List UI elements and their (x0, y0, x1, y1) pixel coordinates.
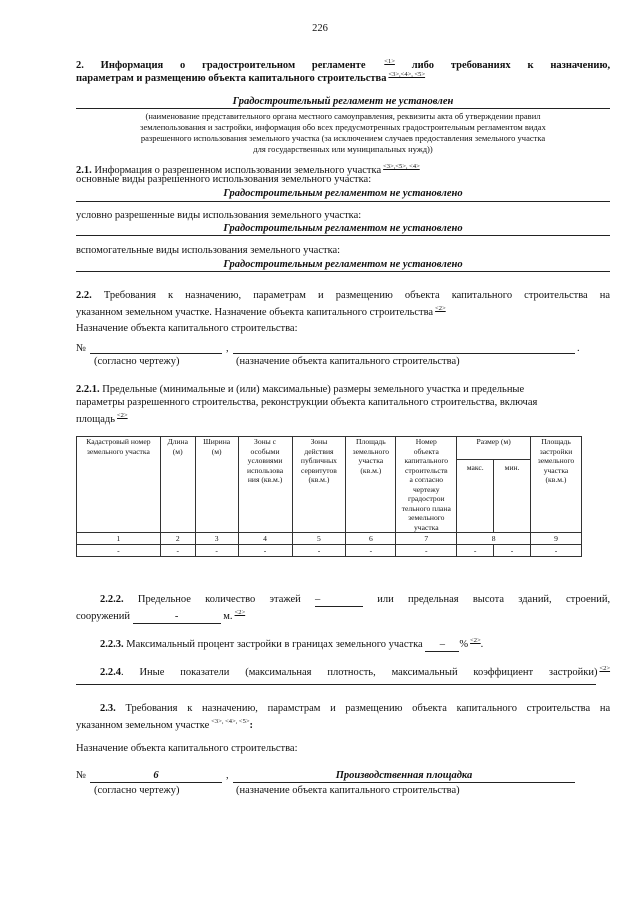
purpose-label-2: Назначение объекта капитального строительства: (76, 743, 298, 754)
divider (76, 271, 610, 272)
header-area: Площадь земельного участка (кв.м.) (346, 437, 396, 533)
section-2-3-line1: 2.3. Требования к назначению, парамстрам и размещению объекта капитального строительства на (100, 703, 611, 714)
object-purpose-line (233, 782, 575, 783)
period: . (577, 343, 580, 354)
header-length: Длина (м) (160, 437, 195, 533)
floors-value: – (315, 593, 363, 607)
object-purpose-line (233, 353, 575, 354)
object-number-value: 6 (153, 770, 159, 781)
purpose-caption-2: (назначение объекта капитального строительства) (236, 785, 460, 796)
conditional-uses-label: условно разрешенные виды использования земельного участка: (76, 210, 362, 221)
drawing-caption: (согласно чертежу) (94, 356, 180, 367)
parameters-table (76, 436, 582, 557)
section-2-2-2-line1: 2.2.2. Предельное количество этажей – или предельная высота зданий, строений, (100, 594, 611, 605)
section-2-2-line1: 2.2. Требования к назначению, параметрам и размещению объекта капитального строительства на (76, 290, 611, 301)
section-2-2-2-line2: сооружений - м. $^{<2>}$ (76, 609, 246, 622)
section-2-1-title: 2.1. Информация о разрешенном использовании земельного участка $^{<3>,<5>, <4>}$ (76, 163, 420, 176)
header-easement-zones: Зоны действия публичных сервитутов (кв.м.) (292, 437, 346, 533)
section-2-title-line2: параметрам и размещению объекта капитального строительства $^{<3>,<4>, <5>}$ (76, 71, 426, 84)
header-size-min: мин. (494, 460, 531, 533)
divider (76, 108, 610, 109)
section-2-3-line2: указанном земельном участке $^{<3>, <4>, <5>}$: (76, 718, 253, 731)
header-size-max: макс. (457, 460, 494, 533)
drawing-caption-2: (согласно чертежу) (94, 785, 180, 796)
purpose-label: Назначение объекта капитального строительства: (76, 323, 298, 334)
other-indicators-line (76, 684, 596, 685)
header-width: Ширина (м) (195, 437, 238, 533)
header-cadastral: Кадастровый номер земельного участка (77, 437, 161, 533)
object-purpose-value: Производственная площадка (335, 770, 473, 781)
section-2-title-line1: 2. Информация о градостроительном регламенте $^{<1>}$ либо требованиях к назначению, (76, 58, 611, 71)
table-header-row (77, 437, 582, 460)
regulation-value: Градостроительный регламент не установлен (232, 96, 454, 107)
page-number: 226 (312, 23, 328, 34)
object-number-line (90, 782, 222, 783)
header-object-number: Номер объекта капитального строительств а согласно чертежу градострои тельного плана земельного участка (396, 437, 457, 533)
header-size: Размер (м) (457, 437, 531, 460)
main-uses-value: Градостроительным регламентом не установлено (223, 188, 463, 199)
purpose-caption: (назначение объекта капитального строительства) (236, 356, 460, 367)
auxiliary-uses-value: Градостроительным регламентом не установлено (223, 259, 463, 270)
section-2-2-1-line3: площадь $^{<2>}$ (76, 412, 128, 425)
number-sign-2: № (76, 770, 87, 781)
section-2-2-line2: указанном земельном участке. Назначение объекта капитального строительства $^{<2>}$ (76, 305, 446, 318)
number-sign: № (76, 343, 87, 354)
section-2-2-1-line1: 2.2.1. Предельные (минимальные и (или) максимальные) размеры земельного участка и предельные (76, 384, 525, 395)
section-2-2-4: 2.2.4. Иные показатели (максимальная плотность, максимальный коэффициент застройки) $^{<2>}$ (100, 665, 611, 678)
table-row: - - - - - - - - - - (77, 545, 582, 557)
main-uses-label: основные виды разрешенного использования земельного участка: (76, 174, 372, 185)
divider (76, 201, 610, 202)
height-value: - (133, 610, 221, 624)
divider (76, 235, 610, 236)
section-2-2-3: 2.2.3. Максимальный процент застройки в границах земельного участка – % $^{<2>}$. (100, 637, 484, 650)
header-special-zones: Зоны с особыми условиями использова ния (кв.м.) (238, 437, 292, 533)
object-number-line (90, 353, 222, 354)
comma: , (226, 343, 229, 354)
comma-2: , (226, 770, 229, 781)
regulation-caption: (наименование представительного органа местного самоуправления, реквизиты акта об утверждении правил землепользования и застройки, информация обо всех предусмотренных градостроительным регламентом видах разрешенного использования земельного участка (за исключением случаев предоставления земельного участка для государственных или муниципальных нужд)) (140, 111, 546, 154)
auxiliary-uses-label: вспомогательные виды использования земельного участка: (76, 245, 341, 256)
section-2-2-1-line2: параметры разрешенного строительства, реконструкции объекта капитального строительства, включая (76, 397, 538, 408)
conditional-uses-value: Градостроительным регламентом не установлено (223, 223, 463, 234)
table-row: 1 2 3 4 5 6 7 8 9 (77, 533, 582, 545)
header-built-area: Площадь застройки земельного участка (кв.м.) (531, 437, 582, 533)
building-percent-value: – (425, 638, 459, 652)
